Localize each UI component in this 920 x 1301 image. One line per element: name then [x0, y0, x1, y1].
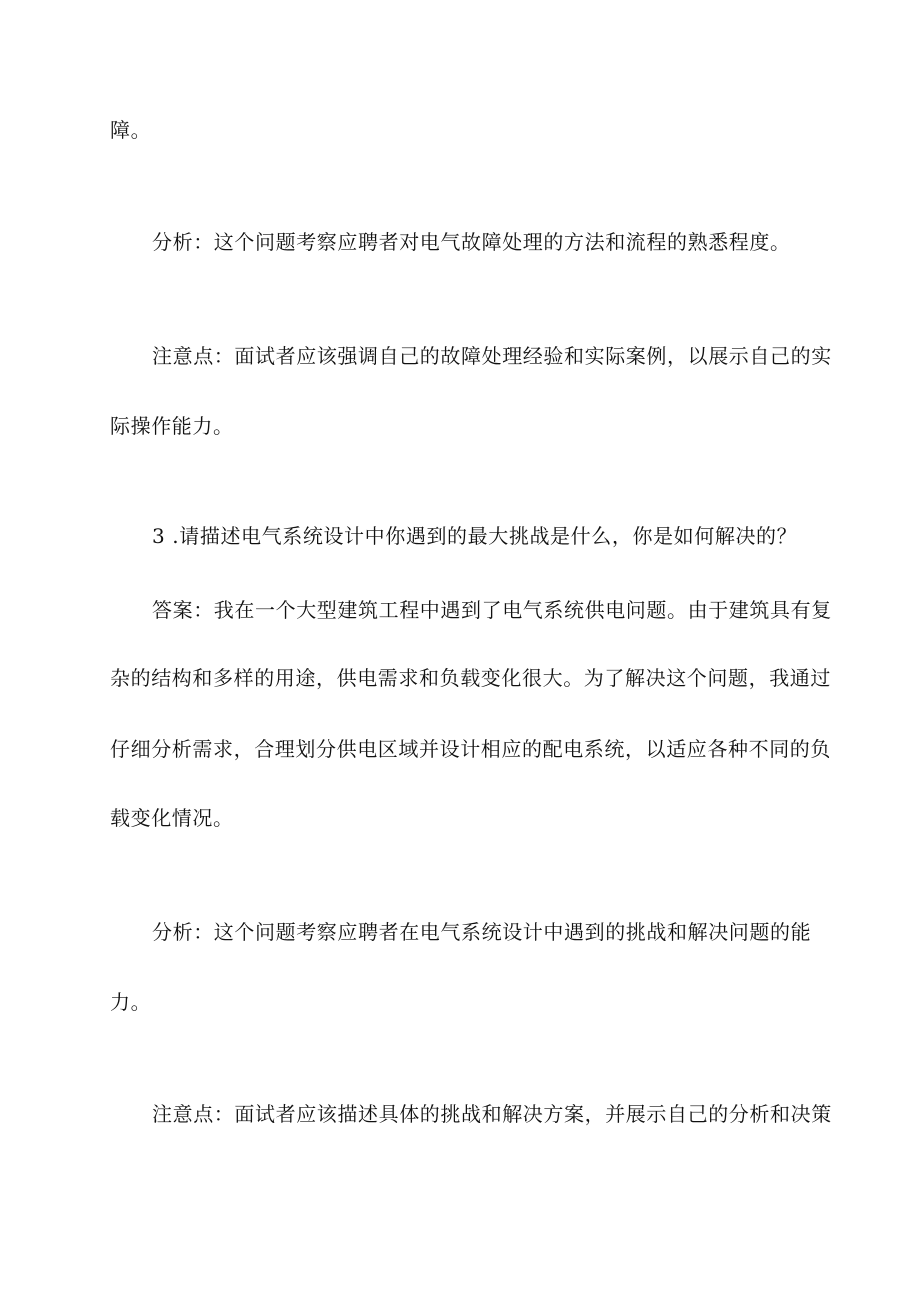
answer-3-line-3: 仔细分析需求，合理划分供电区域并设计相应的配电系统，以适应各种不同的负	[110, 737, 831, 761]
note-2-line-2: 际操作能力。	[110, 414, 234, 438]
paragraph-line-continuation: 障。	[110, 118, 152, 142]
question-3-line: 3 .请描述电气系统设计中你遇到的最大挑战是什么，你是如何解决的？	[152, 524, 798, 548]
answer-3-line-4: 载变化情况。	[110, 806, 234, 830]
note-2-line-1: 注意点：面试者应该强调自己的故障处理经验和实际案例，以展示自己的实	[152, 344, 832, 368]
analysis-3-line-1: 分析：这个问题考察应聘者在电气系统设计中遇到的挑战和解决问题的能	[152, 920, 812, 944]
note-3-line-1: 注意点：面试者应该描述具体的挑战和解决方案，并展示自己的分析和决策	[152, 1102, 832, 1126]
analysis-3-line-2: 力。	[110, 990, 152, 1014]
answer-3-line-2: 杂的结构和多样的用途，供电需求和负载变化很大。为了解决这个问题，我通过	[110, 666, 831, 690]
answer-3-line-1: 答案：我在一个大型建筑工程中遇到了电气系统供电问题。由于建筑具有复	[152, 598, 832, 622]
analysis-2-line: 分析：这个问题考察应聘者对电气故障处理的方法和流程的熟悉程度。	[152, 230, 791, 254]
